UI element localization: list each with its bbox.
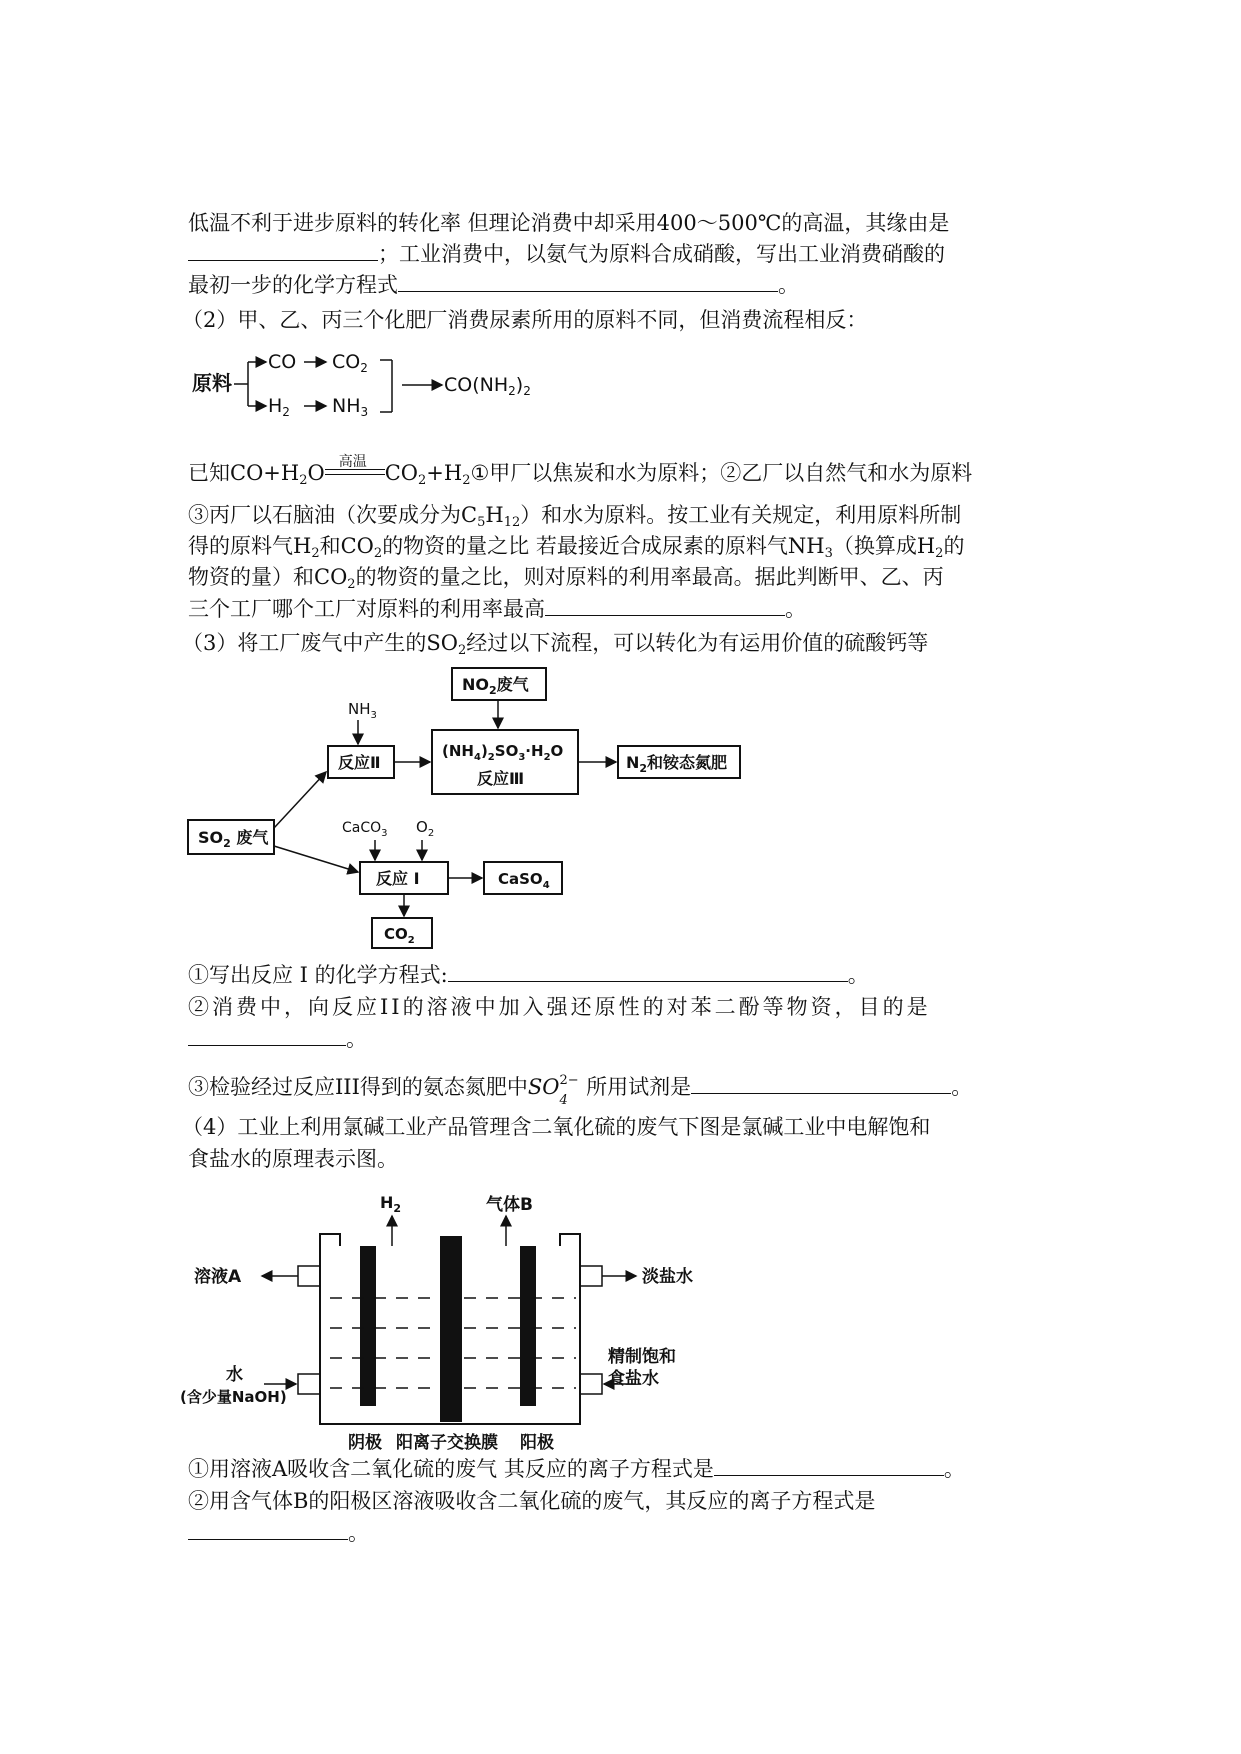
text-line: ②消费中，向反应II的溶液中加入强还原性的对苯二酚等物资，目的是 xyxy=(188,995,931,1019)
answer-blank[interactable] xyxy=(188,240,378,261)
svg-text:CaSO4: CaSO$_4$ xyxy=(498,870,550,891)
raw-material-label: 原料 xyxy=(192,371,232,395)
text-line: ②用含气体B的阳极区溶液吸收含二氧化硫的废气，其反应的离子方程式是 xyxy=(188,1489,876,1513)
text-line: 物资的量）和$CO_2$的物资的量之比，则对原料的利用率最高。据此判断甲、乙、丙 xyxy=(188,565,944,592)
svg-text:H2: $H_2$ xyxy=(268,395,290,419)
text-line: 三个工厂哪个工厂对原料的利用率最高 。 xyxy=(188,597,806,621)
answer-blank[interactable] xyxy=(714,1455,944,1476)
dilute-brine-label: 淡盐水 xyxy=(642,1267,693,1287)
svg-text:NH3: $NH_3$ xyxy=(348,700,377,721)
reaction-1-label: 反应 I xyxy=(376,869,420,888)
svg-text:O2: $O_2$ xyxy=(416,818,435,839)
svg-text:CaCO3: CaCO$_3$ xyxy=(342,820,388,839)
svg-text:NH3: $NH_3$ xyxy=(332,395,369,419)
text-line: ①写出反应 I 的化学方程式: 。 xyxy=(188,963,869,987)
condition-arrow: 高温 xyxy=(325,465,385,485)
svg-text:NO2废气: $NO_2$废气 xyxy=(462,675,529,697)
text-line: 。 xyxy=(188,1518,369,1548)
text-line: ③检验经过反应III得到的氨态氮肥中SO 2− 4 所用试剂是 。 xyxy=(188,1073,973,1108)
question-2-intro: （2）甲、乙、丙三个化肥厂消费尿素所用的原料不同，但消费流程相反： xyxy=(182,308,868,332)
answer-blank[interactable] xyxy=(691,1073,951,1094)
gas-b-label: 气体B xyxy=(486,1195,533,1215)
text-line: 得的原料气$H_2$和$CO_2$的物资的量之比 若最接近合成尿素的原料气$NH_3$（换算成$H_2$的 xyxy=(188,534,965,561)
svg-text:SO2 废气: $SO_2$ 废气 xyxy=(198,828,269,850)
text-line: 最初一步的化学方程式 。 xyxy=(188,273,799,297)
co-label: CO xyxy=(268,351,297,373)
answer-blank[interactable] xyxy=(398,271,778,292)
text-line: 。 xyxy=(188,1024,367,1054)
answer-blank[interactable] xyxy=(545,595,785,616)
text-line: ；工业消费中，以氨气为原料合成硝酸，写出工业消费硝酸的 xyxy=(188,239,945,269)
so2-process-diagram xyxy=(180,660,780,950)
answer-blank[interactable] xyxy=(188,1519,348,1540)
answer-blank[interactable] xyxy=(188,1025,346,1046)
svg-text:(NH4)2SO3·H2O: $(NH_4)_2SO_3\cdot H_2O$ xyxy=(442,742,564,763)
reaction-2-label: 反应Ⅱ xyxy=(338,753,381,772)
svg-text:CO2: $CO_2$ xyxy=(384,925,415,946)
urea-flow-diagram xyxy=(180,340,600,430)
water-label: 水 xyxy=(226,1365,243,1385)
electrolysis-cell-diagram xyxy=(180,1186,700,1456)
text-line: 低温不利于进步原料的转化率 但理论消费中却采用400～500℃的高温，其缘由是 xyxy=(188,211,950,235)
membrane-label: 阳离子交换膜 xyxy=(396,1433,498,1453)
water-note-label: (含少量NaOH) xyxy=(180,1388,287,1406)
svg-text:H2: $H_2$ xyxy=(380,1193,402,1215)
equation-line: 已知$CO+H_2O$ 高温 $CO_2+H_2①$甲厂以焦炭和水为原料；②乙厂以自然气和水为原料 xyxy=(188,453,973,488)
brine-label-1: 精制饱和 xyxy=(608,1347,676,1367)
reaction-3-label: 反应Ⅲ xyxy=(477,769,525,788)
text-line: 食盐水的原理表示图。 xyxy=(188,1147,398,1171)
text-line: ①用溶液A吸收含二氧化硫的废气 其反应的离子方程式是 。 xyxy=(188,1457,965,1481)
answer-blank[interactable] xyxy=(448,961,848,982)
text-line: ③丙厂以石脑油（次要成分为$C_5H_{12}$）和水为原料。按工业有关规定，利用原料所制 xyxy=(188,503,962,530)
brine-label-2: 食盐水 xyxy=(608,1369,659,1389)
cathode-label: 阴极 xyxy=(348,1433,382,1453)
solution-a-label: 溶液A xyxy=(194,1267,242,1287)
svg-text:CO2: $CO_2$ xyxy=(332,351,368,375)
svg-text:CO(NH2)2: $CO(NH_2)_2$ xyxy=(444,374,531,398)
question-3-intro: （3）将工厂废气中产生的$SO_2$经过以下流程，可以转化为有运用价值的硫酸钙等 xyxy=(182,631,929,658)
question-4-intro: （4）工业上利用氯碱工业产品管理含二氧化硫的废气下图是氯碱工业中电解饱和 xyxy=(182,1115,931,1139)
anode-label: 阳极 xyxy=(520,1433,554,1453)
svg-text:N2和铵态氮肥: $N_2$和铵态氮肥 xyxy=(626,753,728,775)
